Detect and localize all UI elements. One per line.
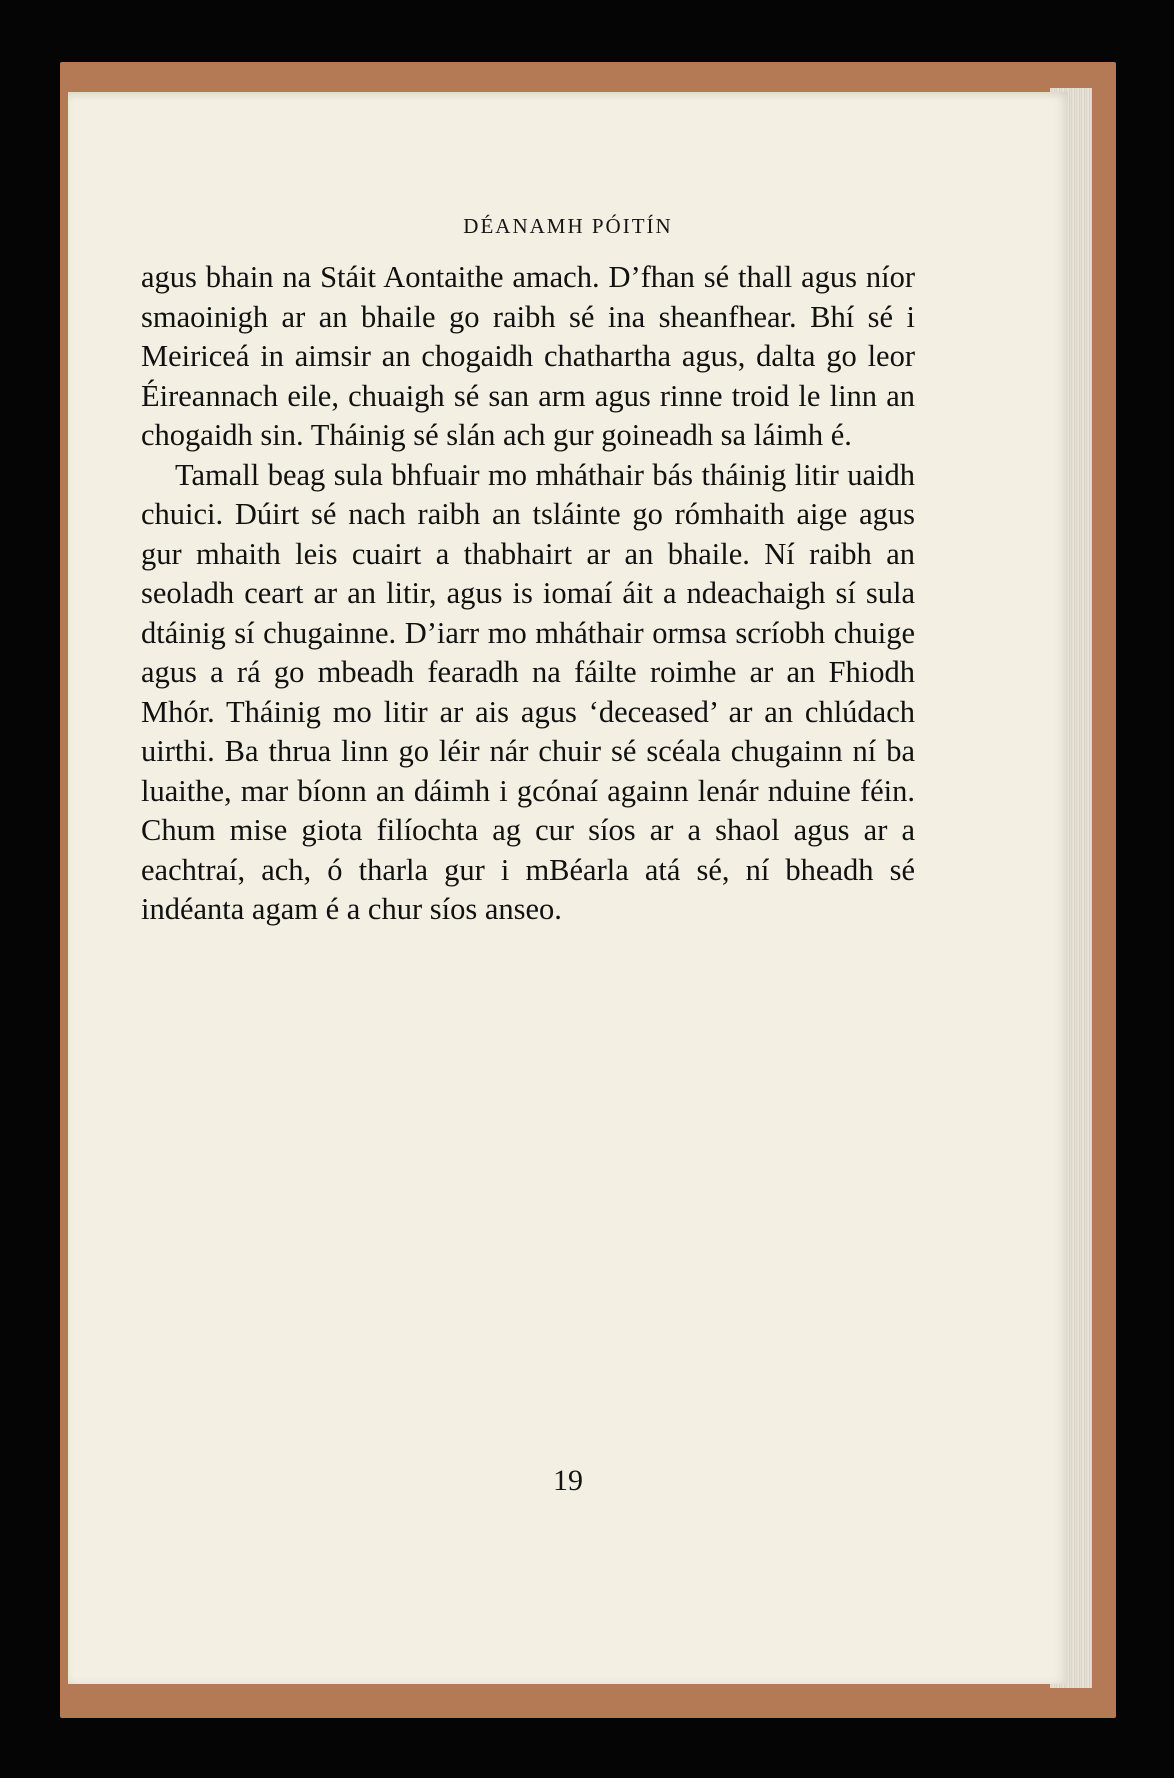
page-number: 19 xyxy=(553,1464,583,1497)
book-page xyxy=(68,92,1068,1684)
body-text xyxy=(141,258,915,930)
paragraph-1: agus bhain na Stáit Aontaithe amach. D’fhan sé thall agus níor smaoinigh ar an bhaile go raibh sé ina sheanfhear. Bhí sé i Meiriceá in aimsir an chogaidh chathartha agus, dalta go leor Éireannach eile, chuaigh sé san arm agus rinne troid le linn an chogaidh sin. Tháinig sé slán ach gur goineadh sa láimh é. xyxy=(141,260,915,452)
running-header: DÉANAMH PÓITÍN xyxy=(463,214,673,238)
paragraph-2: Tamall beag sula bhfuair mo mháthair bás tháinig litir uaidh chuici. Dúirt sé nach raibh an tsláinte go rómhaith aige agus gur mhaith leis cuairt a thabhairt ar an bhaile. Ní raibh an seoladh ceart ar an litir, agus is iomaí áit a ndeachaigh sí sula dtáinig sí chugainne. D’iarr mo mháthair ormsa scríobh chuige agus a rá go mbeadh fearadh na fáilte roimhe ar an Fhiodh Mhór. Tháinig mo litir ar ais agus ‘deceased’ ar an chlúdach uirthi. Ba thrua linn go léir nár chuir sé scéala chugainn ní ba luaithe, mar bíonn an dáimh i gcónaí againn lenár nduine féin. Chum mise giota filíochta ag cur síos ar a shaol agus ar a eachtraí, ach, ó tharla gur i mBéarla atá sé, ní bheadh sé indéanta agam é a chur síos anseo. xyxy=(141,457,915,926)
